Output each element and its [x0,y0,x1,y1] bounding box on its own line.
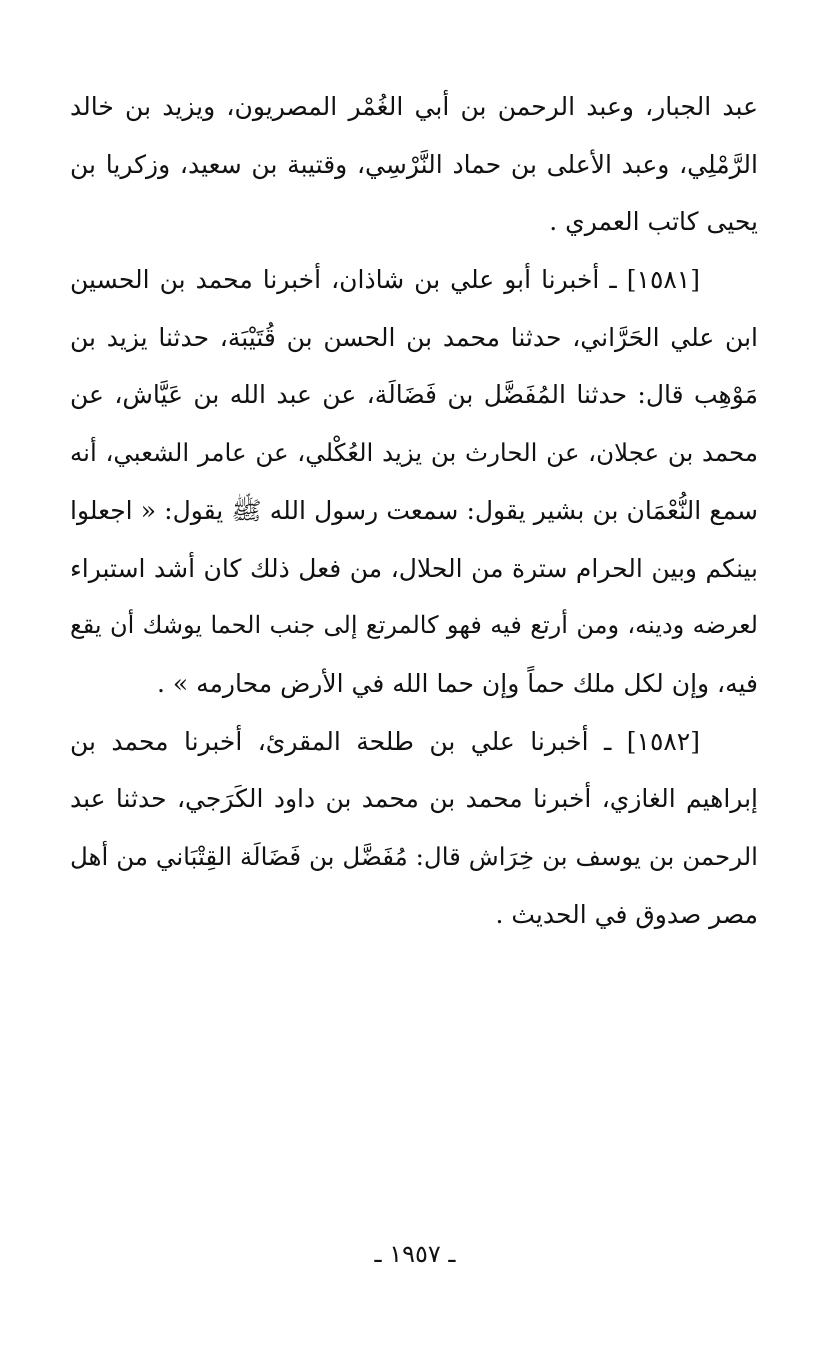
main-text [70,78,758,943]
text-line: سمع النُّعْمَان بن بشير يقول: سمعت رسول الله ﷺ يقول: « اجعلوا [70,495,758,525]
entry-1581-heading-line: [١٥٨١] ـ أخبرنا أبو علي بن شاذان، أخبرنا محمد بن الحسين [70,265,700,295]
text-line: فيه، وإن لكل ملك حماً وإن حما الله في الأرض محارمه » . [156,668,758,698]
text-line: ابن علي الحَرَّاني، حدثنا محمد بن الحسن بن قُتَيْبَة، حدثنا يزيد بن [70,322,758,352]
text-line: مَوْهِب قال: حدثنا المُفَضَّل بن فَضَالَة، عن عبد الله بن عَيَّاش، عن [70,380,758,410]
text-line: عبد الجبار، وعبد الرحمن بن أبي الغُمْر المصريون، ويزيد بن خالد [70,92,758,121]
text-line: الرَّمْلِي، وعبد الأعلى بن حماد النَّرْسِي، وقتيبة بن سعيد، وزكريا بن [70,149,758,179]
text-line: مصر صدوق في الحديث . [495,899,758,929]
text-line: بينكم وبين الحرام سترة من الحلال، من فعل ذلك كان أشد استبراء [70,553,758,583]
text-line: لعرضه ودينه، ومن أرتع فيه فهو كالمرتع إلى جنب الحما يوشك أن يقع [70,611,758,640]
text-line: إبراهيم الغازي، أخبرنا محمد بن محمد بن داود الكَرَجي، حدثنا عبد [70,784,758,814]
text-line: يحيى كاتب العمري . [549,207,758,237]
page-number: ـ ١٩٥٧ ـ [374,1240,456,1268]
text-line: الرحمن بن يوسف بن خِرَاش قال: مُفَضَّل بن فَضَالَة القِتْبَاني من أهل [70,841,758,871]
text-line: محمد بن عجلان، عن الحارث بن يزيد العُكْلي، عن عامر الشعبي، أنه [70,438,758,468]
entry-1582-heading-line: [١٥٨٢] ـ أخبرنا علي بن طلحة المقرئ، أخبرنا محمد بن [70,726,700,756]
